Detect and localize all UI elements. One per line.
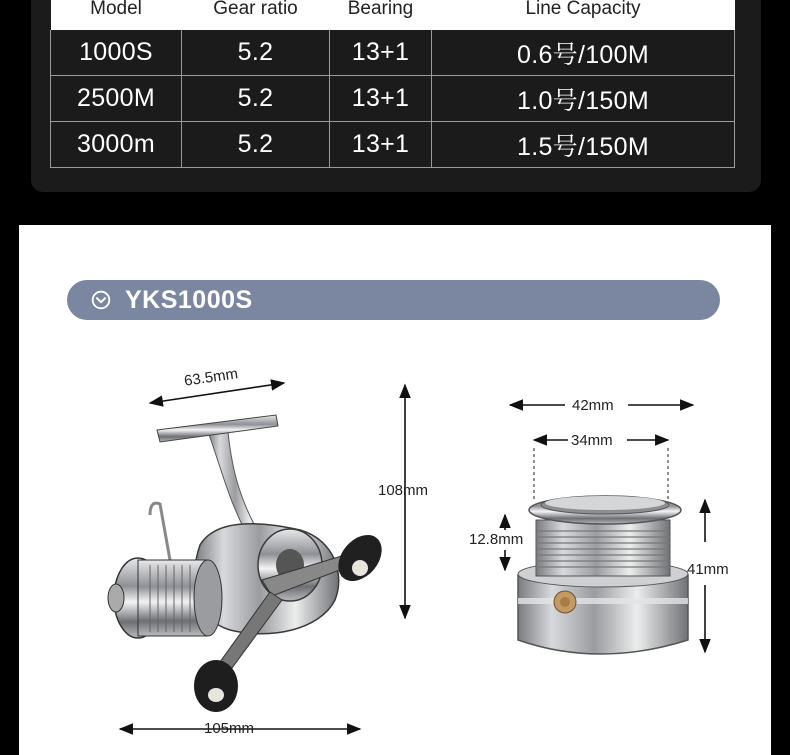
- dim-spool-outer: 42mm: [572, 397, 614, 414]
- spare-spool-image: [518, 496, 688, 654]
- dim-spool-inner: 34mm: [571, 432, 613, 449]
- header-gear-ratio: Gear ratio: [182, 0, 330, 30]
- header-line-capacity: Line Capacity: [432, 0, 735, 30]
- dim-line-depth: 12.8mm: [469, 531, 524, 548]
- cell-gear-ratio: 5.2: [182, 122, 330, 168]
- header-model: Model: [51, 0, 182, 30]
- spool-guide-lines: [534, 448, 668, 500]
- cell-gear-ratio: 5.2: [182, 76, 330, 122]
- product-title: YKS1000S: [125, 286, 253, 314]
- cell-line-capacity: 1.5号/150M: [432, 122, 735, 168]
- dim-spool-height: 41mm: [687, 561, 729, 578]
- dim-reel-height: 108mm: [378, 482, 429, 499]
- fishing-reel-image: [108, 415, 391, 712]
- cell-line-capacity: 0.6号/100M: [432, 30, 735, 76]
- cell-gear-ratio: 5.2: [182, 30, 330, 76]
- dim-reel-width: 105mm: [204, 720, 255, 737]
- cell-bearing: 13+1: [330, 122, 432, 168]
- cell-bearing: 13+1: [330, 76, 432, 122]
- cell-model: 2500M: [51, 76, 182, 122]
- dim-handle-width: 63.5mm: [183, 365, 240, 390]
- cell-bearing: 13+1: [330, 30, 432, 76]
- cell-model: 3000m: [51, 122, 182, 168]
- cell-model: 1000S: [51, 30, 182, 76]
- cell-line-capacity: 1.0号/150M: [432, 76, 735, 122]
- header-bearing: Bearing: [330, 0, 432, 30]
